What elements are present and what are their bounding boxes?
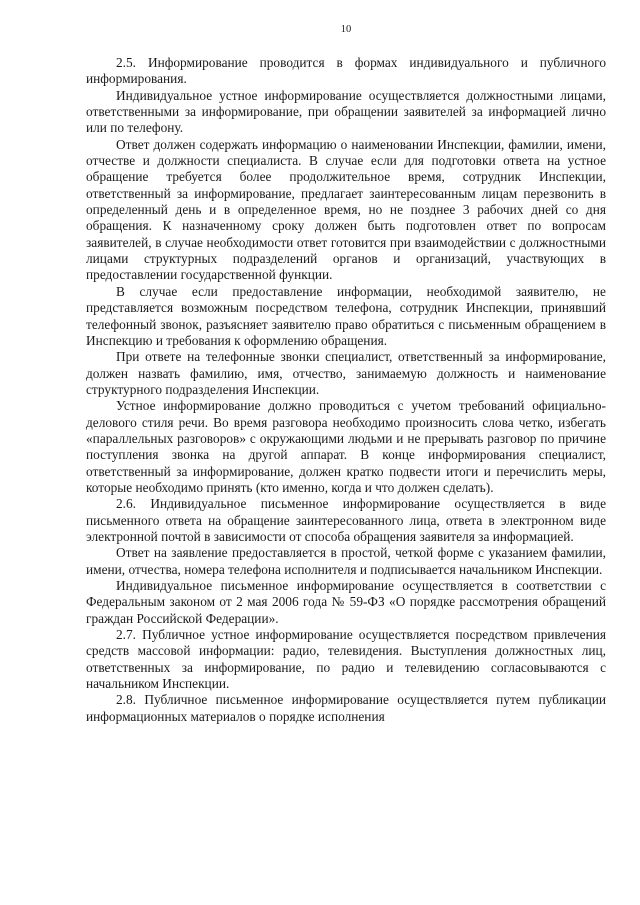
paragraph-2-6: 2.6. Индивидуальное письменное информирование осуществляется в виде письменного ответа на обращение заинтересованного лица, ответа в электронном виде электронной почтой в зависимости от способа обращения заявителя за информацией. bbox=[86, 496, 606, 544]
document-body bbox=[86, 55, 606, 725]
page-number: 10 bbox=[340, 24, 352, 35]
paragraph-2-7: 2.7. Публичное устное информирование осуществляется посредством привлечения средств массовой информации: радио, телевидения. Выступления должностных лиц, ответственных за информирование, по радио и телевидению согласовываются с начальником Инспекции. bbox=[86, 627, 606, 692]
paragraph-2-5: 2.5. Информирование проводится в формах индивидуального и публичного информирования. bbox=[86, 55, 606, 87]
paragraph-phone-answer: При ответе на телефонные звонки специалист, ответственный за информирование, должен назвать фамилию, имя, отчество, занимаемую должность и наименование структурного подразделения Инспекции. bbox=[86, 349, 606, 397]
paragraph-answer-form: Ответ на заявление предоставляется в простой, четкой форме с указанием фамилии, имени, отчества, номера телефона исполнителя и подписывается начальником Инспекции. bbox=[86, 545, 606, 577]
paragraph-response-content: Ответ должен содержать информацию о наименовании Инспекции, фамилии, имени, отчестве и должности специалиста. В случае если для подготовки ответа на устное обращение требуется более продолжительное время, сотрудник Инспекции, ответственный за информирование, предлагает заинтересованным лицам перезвонить в определенный день и в определенное время, но не позднее 3 рабочих дней со дня обращения. К назначенному сроку должен быть подготовлен ответ по вопросам заявителей, в случае необходимости ответ готовится при взаимодействии с должностными лицами структурных подразделений органов и организаций, участвующих в предоставлении государственной функции. bbox=[86, 136, 606, 283]
paragraph-phone-impossible: В случае если предоставление информации, необходимой заявителю, не представляется возможным посредством телефона, сотрудник Инспекции, принявший телефонный звонок, разъясняет заявителю право обратиться с письменным обращением в Инспекцию и требования к оформлению обращения. bbox=[86, 283, 606, 348]
paragraph-oral-style: Устное информирование должно проводиться с учетом требований официально-делового стиля речи. Во время разговора необходимо произносить слова четко, избегать «параллельных разговоров» с окружающими людьми и не прерывать разговор по причине поступления звонка на другой аппарат. В конце информирования специалист, ответственный за информирование, должен кратко подвести итоги и перечислить меры, которые необходимо принять (кто именно, когда и что должен сделать). bbox=[86, 398, 606, 495]
paragraph-2-8: 2.8. Публичное письменное информирование осуществляется путем публикации информационных материалов о порядке исполнения bbox=[86, 692, 606, 724]
paragraph-federal-law: Индивидуальное письменное информирование осуществляется в соответствии с Федеральным законом от 2 мая 2006 года № 59-ФЗ «О порядке рассмотрения обращений граждан Российской Федерации». bbox=[86, 578, 606, 626]
paragraph-individual-oral: Индивидуальное устное информирование осуществляется должностными лицами, ответственными за информирование, при обращении заявителей за информацией лично или по телефону. bbox=[86, 87, 606, 136]
